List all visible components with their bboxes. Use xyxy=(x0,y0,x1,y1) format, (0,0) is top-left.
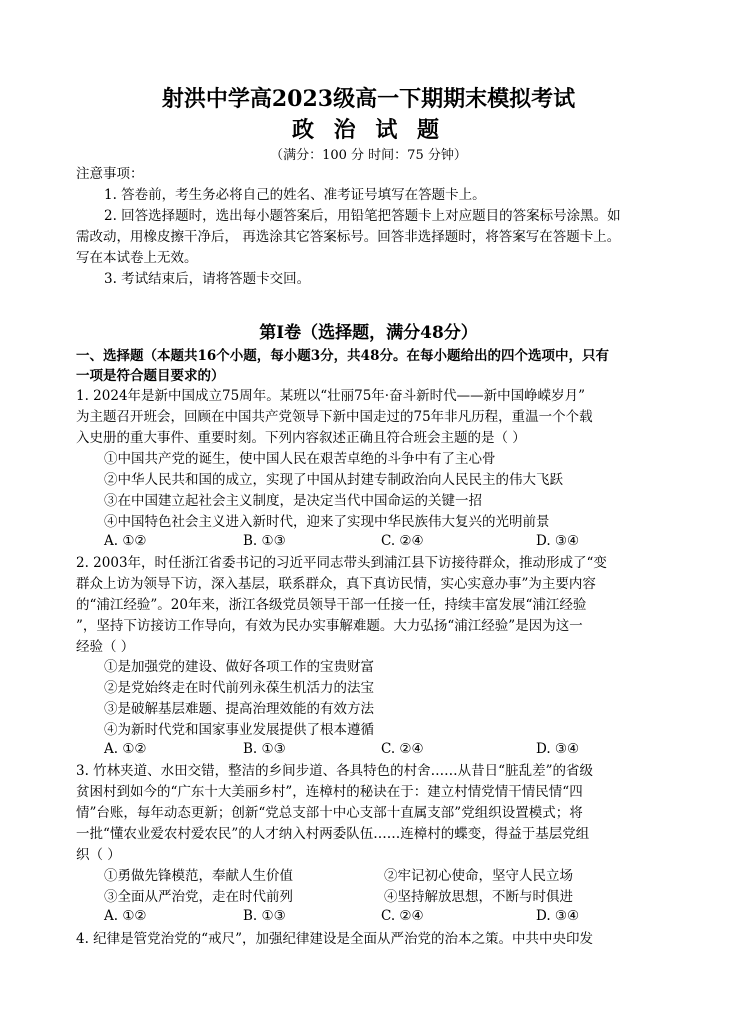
question-1-text: 1. 2024年是新中国成立75周年。某班以“壮丽75年·奋斗新时代——新中国峥嵘岁月” xyxy=(76,388,585,404)
question-1-item: ③在中国建立起社会主义制度，是决定当代中国命运的关键一招 xyxy=(104,493,482,509)
question-2-option-c[interactable]: C. ②④ xyxy=(381,741,424,757)
question-1-text: 为主题召开班会，回顾在中国共产党领导下新中国走过的75年非凡历程，重温一个个载 xyxy=(76,409,593,425)
question-2-item: ④为新时代党和国家事业发展提供了根本遵循 xyxy=(104,722,374,738)
question-2-item: ①是加强党的建设、做好各项工作的宝贵财富 xyxy=(104,659,374,675)
question-1-option-a[interactable]: A. ①② xyxy=(104,533,147,549)
question-3-item: ①勇做先锋模范，奉献人生价值 xyxy=(104,868,293,884)
question-1-option-b[interactable]: B. ①③ xyxy=(243,533,286,549)
question-2-text: 群众上访为领导下访，深入基层，联系群众，真下真访民情，实心实意办事”为主要内容 xyxy=(76,576,596,592)
question-2-option-d[interactable]: D. ③④ xyxy=(536,741,580,757)
question-1-option-c[interactable]: C. ②④ xyxy=(381,533,424,549)
exam-subject: 政 治 试 题 xyxy=(292,117,445,143)
question-3-text: 贫困村到如今的“广东十大美丽乡村”，连樟村的秘诀在于：建立村情党情干情民情“四 xyxy=(76,784,583,800)
question-3-option-c[interactable]: C. ②④ xyxy=(381,908,424,924)
section-intro: 一项是符合题目要求的） xyxy=(76,368,225,384)
question-3-item: ②牢记初心使命，坚守人民立场 xyxy=(384,868,573,884)
question-1-text: 入史册的重大事件、重要时刻。下列内容叙述正确且符合班会主题的是（ ） xyxy=(76,430,526,446)
notice-item: 2. 回答选择题时，选出每小题答案后，用铅笔把答题卡上对应题目的答案标号涂黑。如 xyxy=(104,208,621,224)
notice-heading: 注意事项： xyxy=(76,166,144,182)
question-1-item: ①中国共产党的诞生，使中国人民在艰苦卓绝的斗争中有了主心骨 xyxy=(104,451,496,467)
question-1-option-d[interactable]: D. ③④ xyxy=(536,533,580,549)
section-title: 第Ⅰ卷（选择题，满分48分） xyxy=(259,323,478,343)
notice-item: 需改动，用橡皮擦干净后， 再选涂其它答案标号。回答非选择题时，将答案写在答题卡上。 xyxy=(76,229,621,245)
question-2-option-a[interactable]: A. ①② xyxy=(104,741,147,757)
question-3-item: ④坚持解放思想，不断与时俱进 xyxy=(384,889,573,905)
question-3-option-a[interactable]: A. ①② xyxy=(104,908,147,924)
exam-title: 射洪中学高2023级高一下期期末模拟考试 xyxy=(161,86,576,112)
question-3-option-d[interactable]: D. ③④ xyxy=(536,908,580,924)
question-2-text: 2. 2003年，时任浙江省委书记的习近平同志带头到浦江县下访接待群众，推动形成了“变 xyxy=(76,555,607,571)
question-4-text: 4. 纪律是管党治党的“戒尺”，加强纪律建设是全面从严治党的治本之策。中共中央印发 xyxy=(76,931,593,947)
question-3-text: 一批“懂农业爱农村爱农民”的人才纳入村两委队伍……连樟村的蝶变，得益于基层党组 xyxy=(76,826,590,842)
question-1-item: ②中华人民共和国的成立，实现了中国从封建专制政治向人民民主的伟大飞跃 xyxy=(104,472,563,488)
question-2-text: 经验（ ） xyxy=(76,639,135,655)
question-1-item: ④中国特色社会主义进入新时代，迎来了实现中华民族伟大复兴的光明前景 xyxy=(104,514,550,530)
question-3-text: 情”台账，每年动态更新；创新“党总支部十中心支部十直属支部”党组织设置模式；将 xyxy=(76,805,583,821)
question-3-option-b[interactable]: B. ①③ xyxy=(243,908,286,924)
exam-info: （满分：100 分 时间：75 分钟） xyxy=(270,148,467,163)
notice-item: 3. 考试结束后，请将答题卡交回。 xyxy=(104,271,311,287)
question-2-item: ③是破解基层难题、提高治理效能的有效方法 xyxy=(104,701,374,717)
question-3-text: 织（ ） xyxy=(76,847,121,863)
question-2-text: ”，坚持下访接访工作导向，有效为民办实事解难题。大力弘扬“浦江经验”是因为这一 xyxy=(76,618,583,634)
notice-item: 写在本试卷上无效。 xyxy=(76,250,198,266)
section-intro: 一、选择题（本题共16个小题，每小题3分，共48分。在每小题给出的四个选项中，只有 xyxy=(76,348,609,364)
question-3-text: 3. 竹林夹道、水田交错，整洁的乡间步道、各具特色的村舍……从昔日“脏乱差”的省级 xyxy=(76,763,593,779)
question-3-item: ③全面从严治党，走在时代前列 xyxy=(104,889,293,905)
notice-item: 1. 答卷前，考生务必将自己的姓名、准考证号填写在答题卡上。 xyxy=(104,187,486,203)
question-2-text: 的“浦江经验”。20年来，浙江各级党员领导干部一任接一任，持续丰富发展“浦江经验 xyxy=(76,597,587,613)
question-2-item: ②是党始终走在时代前列永葆生机活力的法宝 xyxy=(104,680,374,696)
question-2-option-b[interactable]: B. ①③ xyxy=(243,741,286,757)
